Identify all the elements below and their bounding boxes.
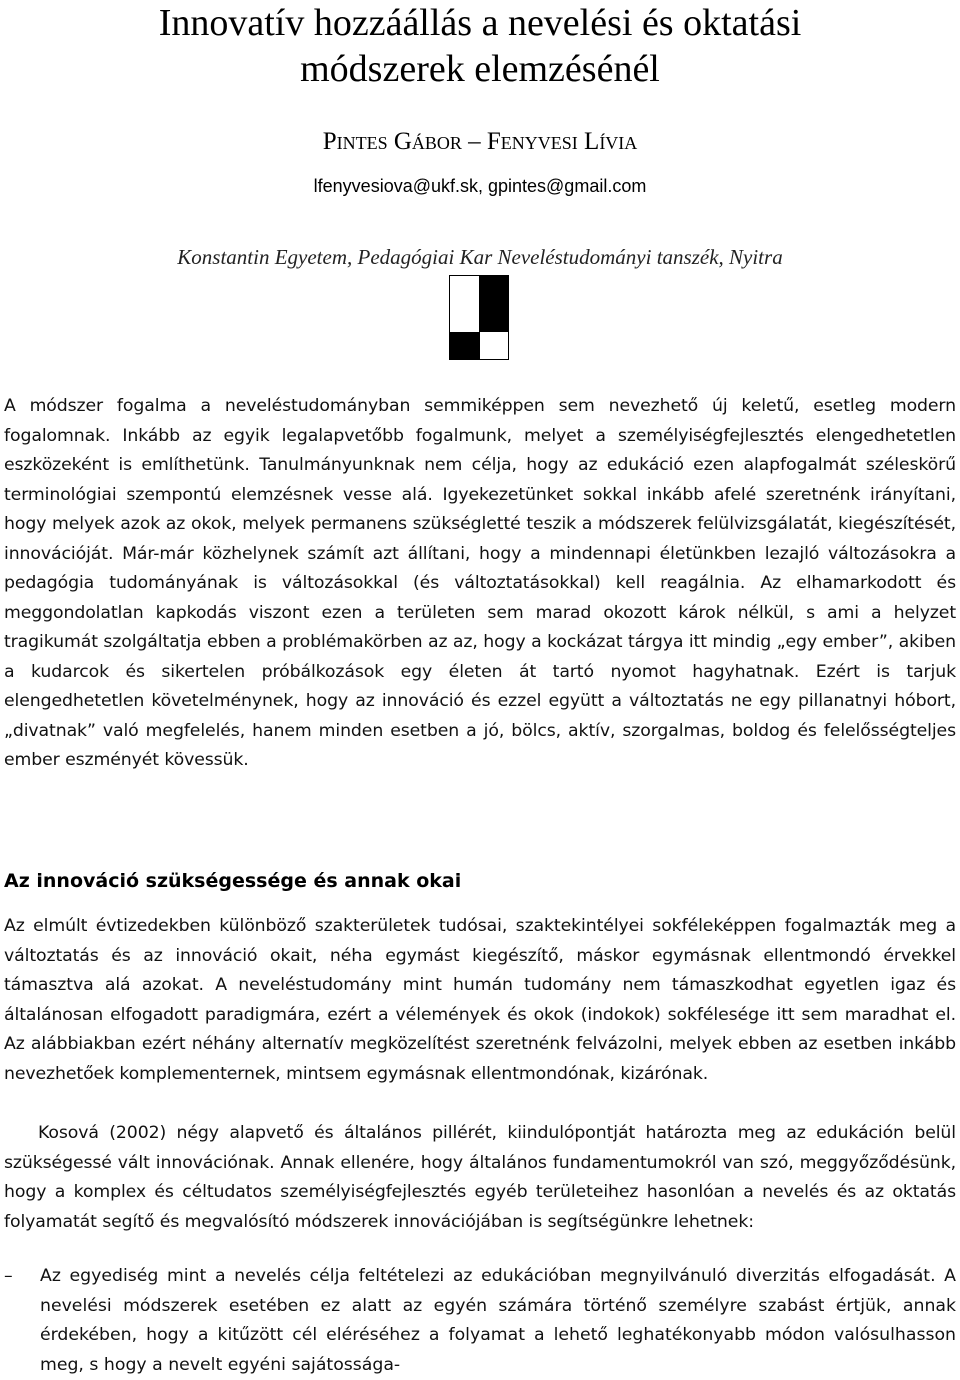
paper-title [0,0,960,92]
affiliation: Konstantin Egyetem, Pedagógiai Kar Neveléstudományi tanszék, Nyitra [177,245,783,269]
author-emails: lfenyvesiova@ukf.sk, gpintes@gmail.com [313,176,647,196]
list-item-text: Az egyediség mint a nevelés célja feltételezi az edukációban megnyilvánuló diverzitás elfogadását. A nevelési módszerek esetében ez alatt az egyén számára történő személyre szabást értjük, annak érdekében, hogy a kitűzött cél eléréséhez a folyamat a lehető leghatékonyabb módon valósulhasson meg, s hogy a nevelt egyéni sajátossága- [40,1266,956,1375]
authors: Pintes Gábor – Fenyvesi Lívia [322,128,638,155]
section-heading: Az innováció szükségessége és annak okai [4,870,462,892]
list-item [4,1262,956,1380]
title-line-1: Innovatív hozzáállás a nevelési és oktatási [158,2,802,44]
logo-block-top-right [479,276,509,332]
body-paragraph-1: Az elmúlt évtizedekben különböző szakterületek tudósai, szaktekintélyei sokféleképpen fogalmazták meg a változtatás és az innováció okait, néha egymást kiegészítő, máskor egymásnak ellentmondó érvekkel támasztva alá azokat. A neveléstudomány mint humán tudomány nem támaszkodhat egyetlen igaz és általánosan elfogadott paradigmára, ezért a vélemények és okok (indokok) sokfélesége itt sem maradhat el. Az alábbiakban ezért néhány alternatív megközelítést szeretnénk felvázolni, melyek ebben az esetben inkább nevezhetőek komplementernek, mintsem egymásnak ellentmondónak, kizárónak. [4,916,956,1084]
title-line-2: módszerek elemzésénél [300,48,660,90]
list-dash-marker: – [4,1266,13,1286]
body-paragraph-2: Kosová (2002) négy alapvető és általános pillérét, kiindulópontját határozta meg az edukáción belül szükségessé vált innovációnak. Annak ellenére, hogy általános fundamentumokról van szó, meggyőződésünk, hogy a komplex és céltudatos személyiségfejlesztés egyéb területeihez hasonlóan a nevelés és az oktatás folyamatát segítő és megvalósító módszerek innovációjában is segítségünkre lehetnek: [4,1123,956,1232]
abstract: A módszer fogalma a neveléstudományban semmiképpen sem nevezhető új keletű, esetleg modern fogalomnak. Inkább az egyik legalapvetőbb fogalmunk, melyet a személyiségfejlesztés elengedhetetlen eszközeként is említhetünk. Tanulmányunknak nem célja, hogy az edukáció ezen alapfogalmát széleskörű terminológiai szempontú elemzésnek vesse alá. Igyekezetünket sokkal inkább afelé szeretnénk irányítani, hogy melyek azok az okok, melyek permanens szükségletté teszik a módszerek felülvizsgálatát, kiegészítését, innovációját. Már-már közhelynek számít azt állítani, hogy a mindennapi életünkben lezajló változásokra a pedagógia tudományának is változásokkal (és változtatásokkal) kell reagálnia. Az elhamarkodott és meggondolatlan kapkodás viszont ezen a területen sem marad okozott károk nélkül, s ami a helyzet tragikumát szolgáltatja ebben a problémakörben az az, hogy a kockázat tárgya itt mindig „egy ember”, akiben a kudarcok és sikertelen próbálkozások egy életen át tartó nyomot hagyhatnak. Ezért is tarjuk elengedhetetlen követelménynek, hogy az innováció és ezzel együtt a változtatás ne egy pillanatnyi hóbort, „divatnak” való megfelelés, hanem minden esetben a jó, bölcs, aktív, szorgalmas, boldog és felelősségteljes ember eszményét kövessük. [4,396,956,770]
bullet-list [4,1262,956,1380]
logo-block-bottom-left [450,332,480,360]
journal-logo [449,275,509,360]
